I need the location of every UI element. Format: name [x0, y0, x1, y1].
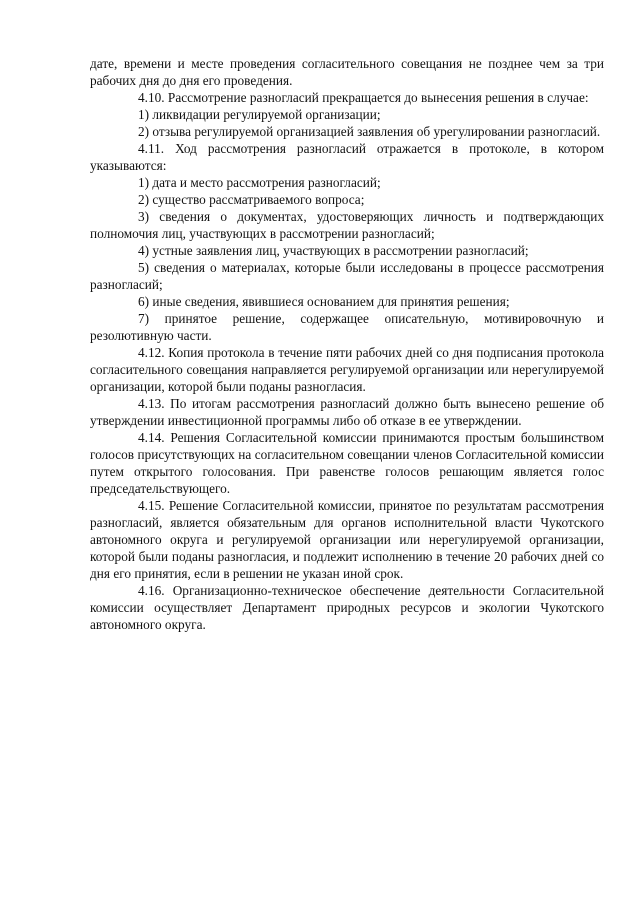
document-page [90, 55, 604, 633]
paragraph-4-15: 4.15. Решение Согласительной комиссии, принятое по результатам рассмотрения разногласий, является обязательным для органов исполнительной власти Чукотского автономного округа и регулируемой организации или нерегулируемой организации, которой были поданы разногласия, и подлежит исполнению в течение 20 рабочих дней со дня его принятия, если в решении не указан иной срок. [90, 498, 604, 581]
list-item-4-11-4: 4) устные заявления лиц, участвующих в рассмотрении разногласий; [138, 243, 529, 258]
paragraph-4-13: 4.13. По итогам рассмотрения разногласий должно быть вынесено решение об утверждении инвестиционной программы либо об отказе в ее утверждении. [90, 396, 604, 428]
list-item-4-11-7: 7) принятое решение, содержащее описательную, мотивировочную и резолютивную части. [90, 311, 604, 343]
list-item-4-11-5: 5) сведения о материалах, которые были исследованы в процессе рассмотрения разногласий; [90, 260, 604, 292]
list-item-4-11-6: 6) иные сведения, явившиеся основанием для принятия решения; [138, 294, 510, 309]
list-item-4-10-2: 2) отзыва регулируемой организацией заявления об урегулировании разногласий. [138, 124, 601, 139]
paragraph-4-12: 4.12. Копия протокола в течение пяти рабочих дней со дня подписания протокола согласительного совещания направляется регулируемой организации или нерегулируемой организации, которой были поданы разногласия. [90, 345, 604, 394]
paragraph-4-11: 4.11. Ход рассмотрения разногласий отражается в протоколе, в котором указываются: [90, 141, 604, 173]
list-item-4-10-1: 1) ликвидации регулируемой организации; [138, 107, 381, 122]
paragraph-4-14: 4.14. Решения Согласительной комиссии принимаются простым большинством голосов присутствующих на согласительном совещании членов Согласительной комиссии путем открытого голосования. При равенстве голосов решающим является голос председательствующего. [90, 430, 604, 496]
list-item-4-11-3: 3) сведения о документах, удостоверяющих личность и подтверждающих полномочия лиц, участвующих в рассмотрении разногласий; [90, 209, 604, 241]
paragraph-4-10: 4.10. Рассмотрение разногласий прекращается до вынесения решения в случае: [138, 90, 589, 105]
list-item-4-11-1: 1) дата и место рассмотрения разногласий; [138, 175, 381, 190]
paragraph-continuation: дате, времени и месте проведения согласительного совещания не позднее чем за три рабочих дня до дня его проведения. [90, 56, 604, 88]
paragraph-4-16: 4.16. Организационно-техническое обеспечение деятельности Согласительной комиссии осуществляет Департамент природных ресурсов и экологии Чукотского автономного округа. [90, 583, 604, 632]
list-item-4-11-2: 2) существо рассматриваемого вопроса; [138, 192, 365, 207]
